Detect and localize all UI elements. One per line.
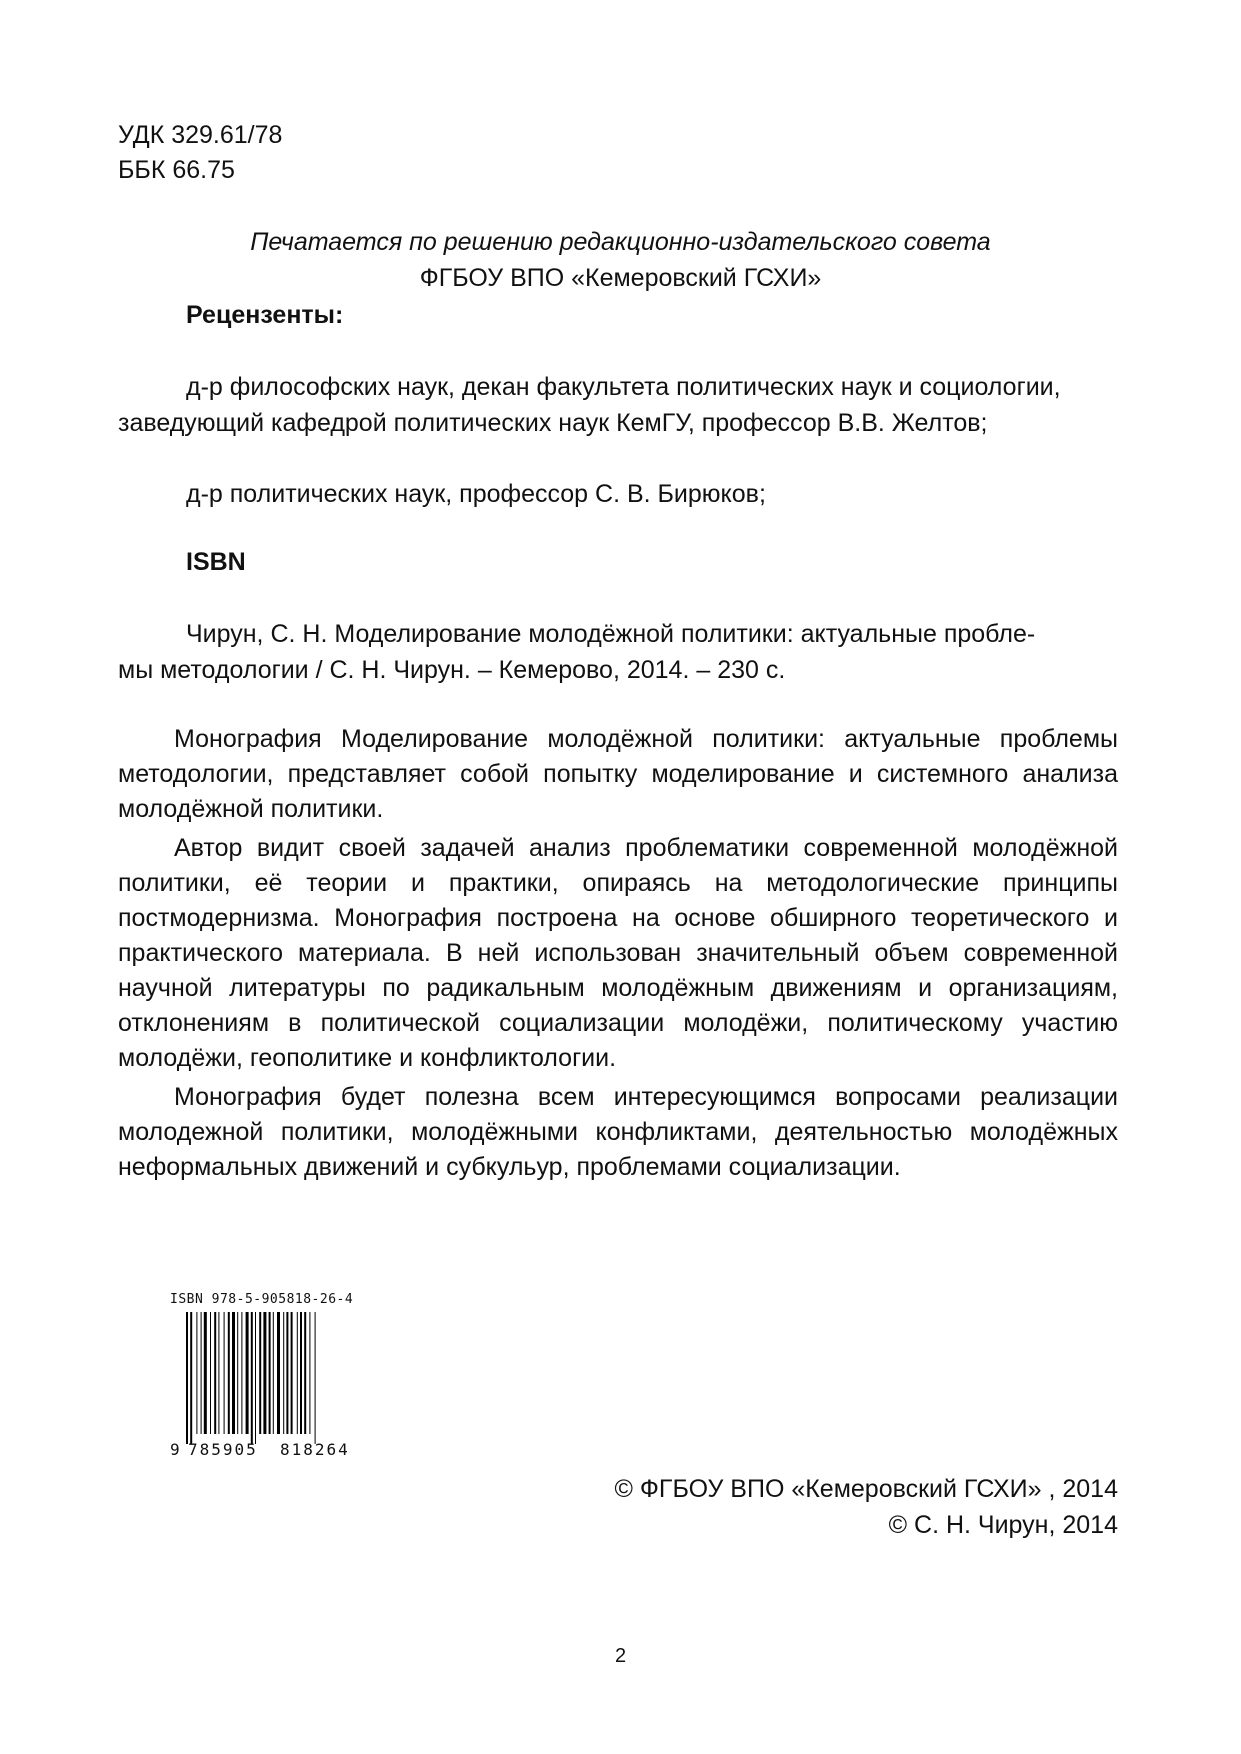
citation-line-2: мы методологии / С. Н. Чирун. – Кемерово, 2014. – 230 с. bbox=[118, 656, 786, 684]
barcode-bar bbox=[255, 1312, 256, 1444]
barcode-bar bbox=[286, 1312, 288, 1434]
barcode-bar bbox=[315, 1312, 316, 1444]
copyright-institute: © ФГБОУ ВПО «Кемеровский ГСХИ» , 2014 bbox=[614, 1475, 1118, 1503]
barcode-bar bbox=[263, 1312, 266, 1434]
barcode-bar bbox=[190, 1312, 192, 1444]
barcode-bar bbox=[210, 1312, 211, 1434]
barcode-bar bbox=[201, 1312, 202, 1434]
barcode-bar bbox=[241, 1312, 242, 1434]
barcode-bar bbox=[297, 1312, 298, 1434]
barcode-bar bbox=[186, 1312, 188, 1444]
barcode-bar bbox=[309, 1312, 310, 1434]
isbn-heading: ISBN bbox=[186, 548, 246, 576]
reviewer-1-line-2: заведующий кафедрой политических наук КемГУ, профессор В.В. Желтов; bbox=[118, 409, 988, 437]
barcode-bar bbox=[259, 1312, 261, 1434]
barcode-bar bbox=[237, 1312, 238, 1434]
barcode-bar bbox=[277, 1312, 280, 1434]
barcode-bar bbox=[273, 1312, 274, 1434]
council-line-1: Печатается по решению редакционно-издательского совета bbox=[250, 228, 991, 256]
barcode-bar bbox=[300, 1312, 302, 1434]
barcode-bar bbox=[228, 1312, 230, 1434]
reviewer-2: д-р политических наук, профессор С. В. Бирюков; bbox=[186, 480, 766, 508]
copyright-author: © С. Н. Чирун, 2014 bbox=[888, 1511, 1118, 1539]
barcode-digits-left: 785905 bbox=[188, 1440, 258, 1459]
barcode-lead-digit: 9 bbox=[170, 1440, 180, 1459]
citation-line-1: Чирун, С. Н. Моделирование молодёжной политики: актуальные пробле- bbox=[186, 620, 1036, 648]
abstract-paragraph-2: Автор видит своей задачей анализ проблематики современной молодёжной политики, её теории и практики, опираясь на методологические принципы постмодернизма. Монография построена на основе обширного теоретического и практического материала. В ней использован значительный объем современной научной литературы по радикальным молодёжным движениям и организациям, отклонениям в политической социализации молодёжи, политическому участию молодёжи, геополитике и конфликтологии. bbox=[118, 834, 1118, 1072]
abstract-paragraph-3: Монография будет полезна всем интересующимся вопросами реализации молодежной политики, молодёжными конфликтами, деятельностью молодёжных неформальных движений и субкульур, проблемами социализации. bbox=[118, 1083, 1118, 1181]
abstract-paragraph-1: Монография Моделирование молодёжной политики: актуальные проблемы методологии, представляет собой попытку моделирование и системного анализа молодёжной политики. bbox=[118, 725, 1118, 823]
barcode-bar bbox=[218, 1312, 219, 1434]
barcode-bar bbox=[224, 1312, 225, 1434]
barcode-isbn-caption: ISBN 978-5-905818-26-4 bbox=[170, 1292, 354, 1307]
abstract bbox=[118, 722, 1118, 1185]
barcode-bar bbox=[232, 1312, 235, 1434]
barcode-bar bbox=[269, 1312, 271, 1434]
barcode-bar bbox=[204, 1312, 207, 1434]
page-number: 2 bbox=[614, 1645, 627, 1667]
isbn-barcode bbox=[168, 1292, 376, 1462]
udk-code: УДК 329.61/78 bbox=[118, 121, 283, 149]
reviewers-heading: Рецензенты: bbox=[186, 301, 344, 329]
barcode-bar bbox=[196, 1312, 197, 1434]
reviewer-1-line-1: д-р философских наук, декан факультета политических наук и социологии, bbox=[186, 373, 1061, 401]
council-line-2: ФГБОУ ВПО «Кемеровский ГСХИ» bbox=[419, 264, 822, 292]
barcode-bar bbox=[291, 1312, 293, 1434]
barcode-bar bbox=[214, 1312, 216, 1434]
bbk-code: ББК 66.75 bbox=[118, 156, 235, 184]
barcode-digits-right: 818264 bbox=[280, 1440, 350, 1459]
barcode-bar bbox=[246, 1312, 249, 1434]
barcode-bar bbox=[304, 1312, 306, 1434]
barcode-bar bbox=[283, 1312, 284, 1434]
barcode-bar bbox=[251, 1312, 253, 1444]
